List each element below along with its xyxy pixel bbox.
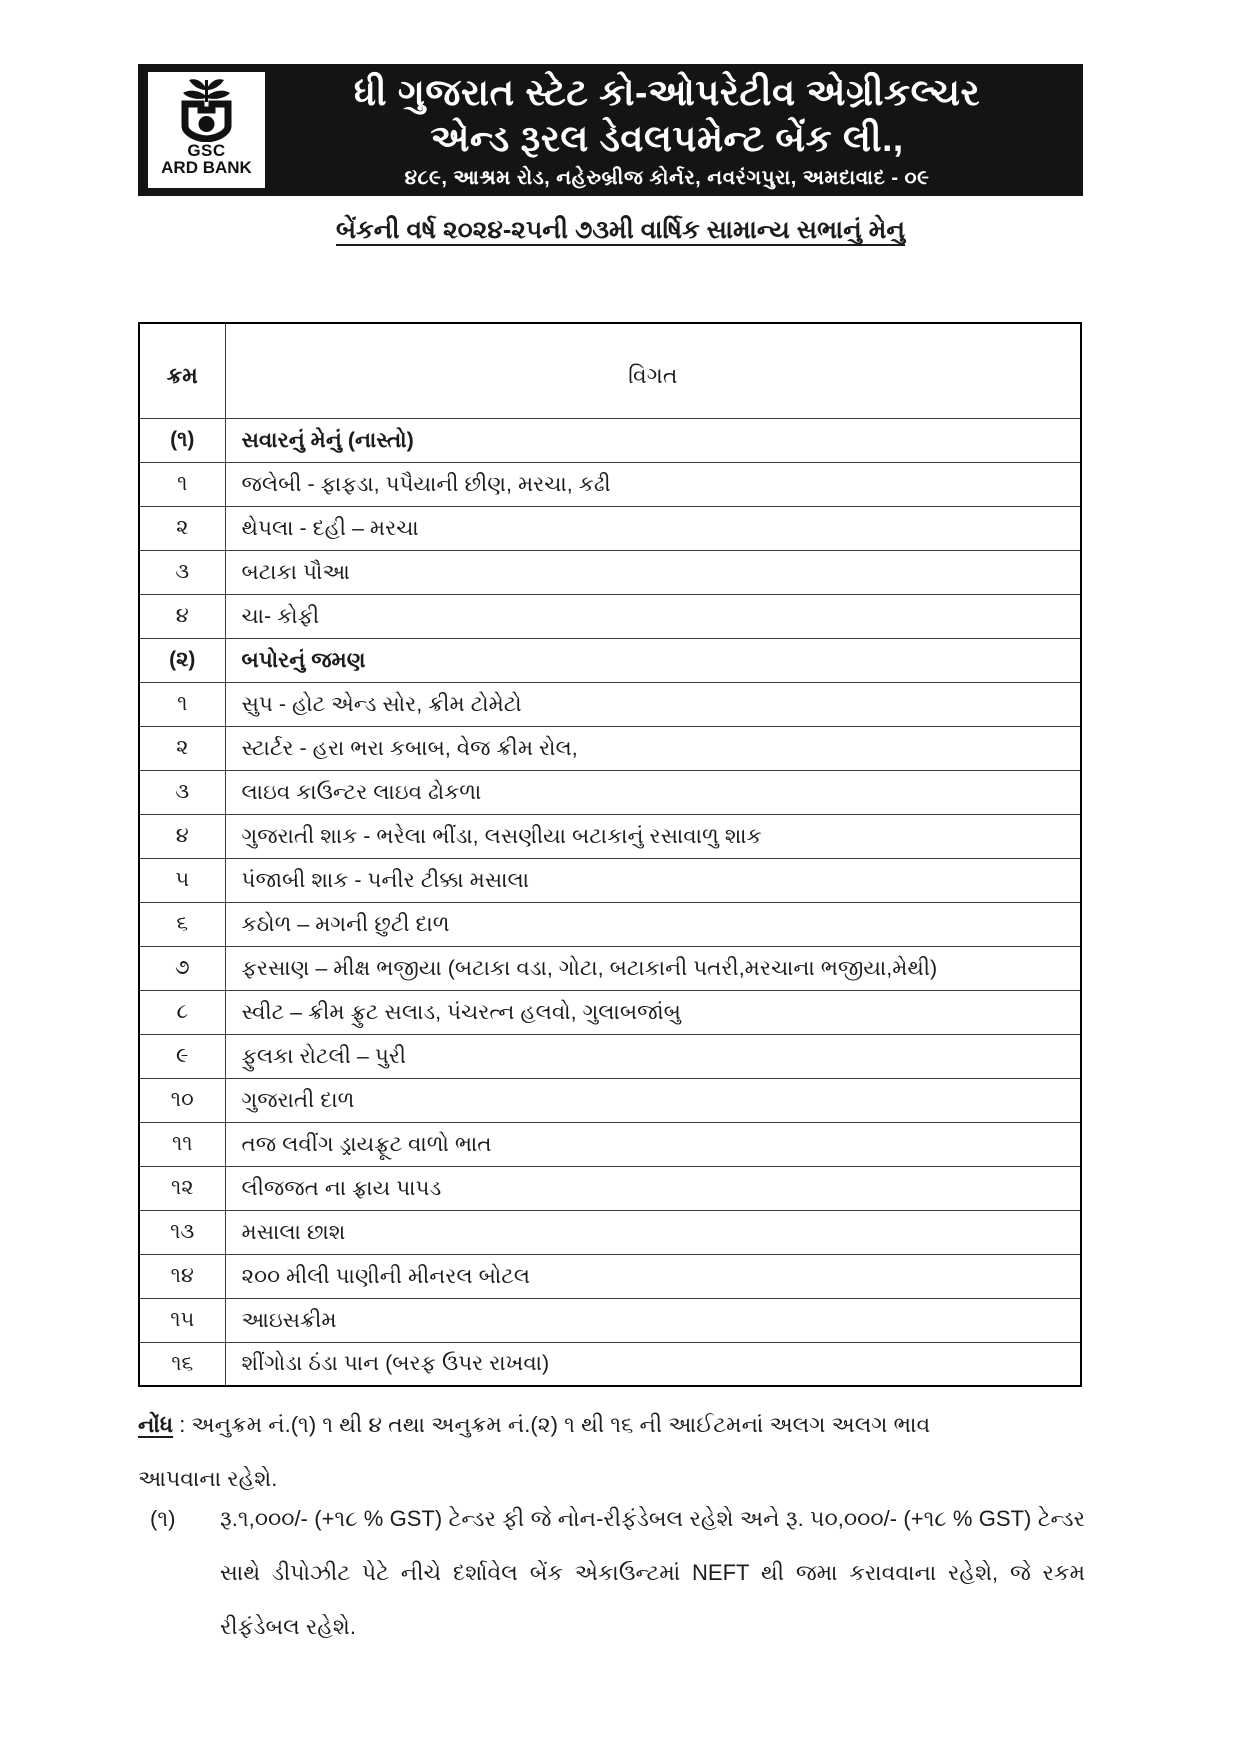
row-detail: પંજાબી શાક - પનીર ટીક્કા મસાલા: [225, 858, 1081, 902]
tender-paragraph: [150, 1492, 1085, 1654]
row-number: ૪: [139, 814, 225, 858]
menu-table: [138, 322, 1082, 1387]
row-detail: કઠોળ – મગની છુટી દાળ: [225, 902, 1081, 946]
column-header-kram: ક્રમ: [139, 323, 225, 418]
table-row: [139, 1078, 1081, 1122]
row-number: ૧૫: [139, 1298, 225, 1342]
table-row: [139, 1034, 1081, 1078]
row-detail: સુપ - હોટ એન્ડ સોર, ક્રીમ ટોમેટો: [225, 682, 1081, 726]
table-row: [139, 770, 1081, 814]
row-number: ૭: [139, 946, 225, 990]
table-row: [139, 946, 1081, 990]
row-number: ૧૨: [139, 1166, 225, 1210]
row-detail: આઇસક્રીમ: [225, 1298, 1081, 1342]
table-row: [139, 1122, 1081, 1166]
row-detail: સવારનું મેનું (નાસ્તો): [225, 418, 1081, 462]
table-row: [139, 1254, 1081, 1298]
row-detail: ચા- કોફી: [225, 594, 1081, 638]
bank-logo: [148, 72, 265, 188]
table-row: [139, 1298, 1081, 1342]
row-detail: ગુજરાતી શાક - ભરેલા ભીંડા, લસણીયા બટાકાનું રસાવાળુ શાક: [225, 814, 1081, 858]
row-number: ૩: [139, 550, 225, 594]
row-detail: મસાલા છાશ: [225, 1210, 1081, 1254]
logo-text-ardbank: ARD BANK: [161, 158, 252, 177]
row-number: ૨: [139, 506, 225, 550]
row-number: ૫: [139, 858, 225, 902]
header-banner: [138, 64, 1083, 196]
row-number: ૧૬: [139, 1342, 225, 1386]
table-row: [139, 1210, 1081, 1254]
row-detail: લાઇવ કાઉન્ટર લાઇવ ઢોકળા: [225, 770, 1081, 814]
plant-shield-icon: [171, 78, 243, 142]
row-detail: ફરસાણ – મીક્ષ ભજીયા (બટાકા વડા, ગોટા, બટાકાની પતરી,મરચાના ભજીયા,મેથી): [225, 946, 1081, 990]
table-row: [139, 814, 1081, 858]
logo-text-gsc: GSC: [187, 141, 226, 160]
row-number: (૨): [139, 638, 225, 682]
row-number: ૨: [139, 726, 225, 770]
row-number: ૧૦: [139, 1078, 225, 1122]
table-row: [139, 638, 1081, 682]
table-row: [139, 594, 1081, 638]
table-row: [139, 902, 1081, 946]
row-detail: શીંગોડા ઠંડા પાન (બરફ ઉપર રાખવા): [225, 1342, 1081, 1386]
row-detail: સ્વીટ – ક્રીમ ફ્રુટ સલાડ, પંચરત્ન હલવો, ગુલાબજાંબુ: [225, 990, 1081, 1034]
table-header-row: [139, 323, 1081, 418]
table-row: [139, 506, 1081, 550]
column-header-vigat: વિગત: [225, 323, 1081, 418]
row-detail: સ્ટાર્ટર - હરા ભરા કબાબ, વેજ ક્રીમ રોલ,: [225, 726, 1081, 770]
table-row: [139, 726, 1081, 770]
row-detail: થેપલા - દહી – મરચા: [225, 506, 1081, 550]
bank-name-line1: ધી ગુજરાત સ્ટેટ કો-ઓપરેટીવ એગ્રીકલ્ચર: [353, 72, 981, 114]
row-number: (૧): [139, 418, 225, 462]
row-number: ૬: [139, 902, 225, 946]
table-row: [139, 418, 1081, 462]
page-title: બેંકની વર્ષ ૨૦૨૪-૨૫ની ૭૩મી વાર્ષિક સામાન્ય સભાનું મેનુ: [336, 216, 905, 244]
row-detail: જલેબી - ફાફડા, પપૈયાની છીણ, મરચા, કઢી: [225, 462, 1081, 506]
row-detail: તજ લવીંગ ડ્રાયફ્રૂટ વાળો ભાત: [225, 1122, 1081, 1166]
row-number: ૧૪: [139, 1254, 225, 1298]
menu-table-tbody: [139, 418, 1081, 1386]
table-row: [139, 1342, 1081, 1386]
table-row: [139, 462, 1081, 506]
row-number: ૧૧: [139, 1122, 225, 1166]
row-detail: બપોરનું જમણ: [225, 638, 1081, 682]
paragraph-text: રૂ.૧,૦૦૦/- (+૧૮ % GST) ટેન્ડર ફી જે નોન-રીફંડેબલ રહેશે અને રૂ. ૫૦,૦૦૦/- (+૧૮ % GST) ટેન્ડર સાથે ડીપોઝીટ પેટે નીચે દર્શાવેલ બેંક એકાઉન્ટમાં NEFT થી જમા કરાવવાના રહેશે, જે રકમ રીફંડેબલ રહેશે.: [220, 1506, 1085, 1639]
row-number: ૮: [139, 990, 225, 1034]
row-number: ૩: [139, 770, 225, 814]
row-number: ૧: [139, 682, 225, 726]
note-label: નોંધ: [138, 1412, 174, 1437]
bank-name-line2: એન્ડ રૂરલ ડેવલપમેન્ટ બેંક લી.,: [430, 117, 904, 159]
row-detail: ફુલકા રોટલી – પુરી: [225, 1034, 1081, 1078]
row-number: ૧૩: [139, 1210, 225, 1254]
row-detail: લીજજત ના ફ્રાય પાપડ: [225, 1166, 1081, 1210]
table-row: [139, 990, 1081, 1034]
table-row: [139, 858, 1081, 902]
row-number: ૪: [139, 594, 225, 638]
row-detail: બટાકા પૌઆ: [225, 550, 1081, 594]
table-row: [139, 1166, 1081, 1210]
row-detail: ગુજરાતી દાળ: [225, 1078, 1081, 1122]
bank-name-block: [265, 70, 1083, 189]
row-detail: ૨૦૦ મીલી પાણીની મીનરલ બોટલ: [225, 1254, 1081, 1298]
note-text: : અનુક્રમ નં.(૧) ૧ થી ૪ તથા અનુક્રમ નં.(૨) ૧ થી ૧૬ ની આઈટમનાં અલગ અલગ ભાવ આપવાના રહેશે.: [138, 1412, 931, 1491]
row-number: ૯: [139, 1034, 225, 1078]
note-block: [138, 1398, 968, 1506]
bank-address: ૪૮૯, આશ્રમ રોડ, નહેરુબ્રીજ કોર્નર, નવરંગપુરા, અમદાવાદ - ૦૯: [404, 166, 930, 189]
table-row: [139, 550, 1081, 594]
paragraph-number: (૧): [150, 1506, 176, 1531]
row-number: ૧: [139, 462, 225, 506]
table-row: [139, 682, 1081, 726]
